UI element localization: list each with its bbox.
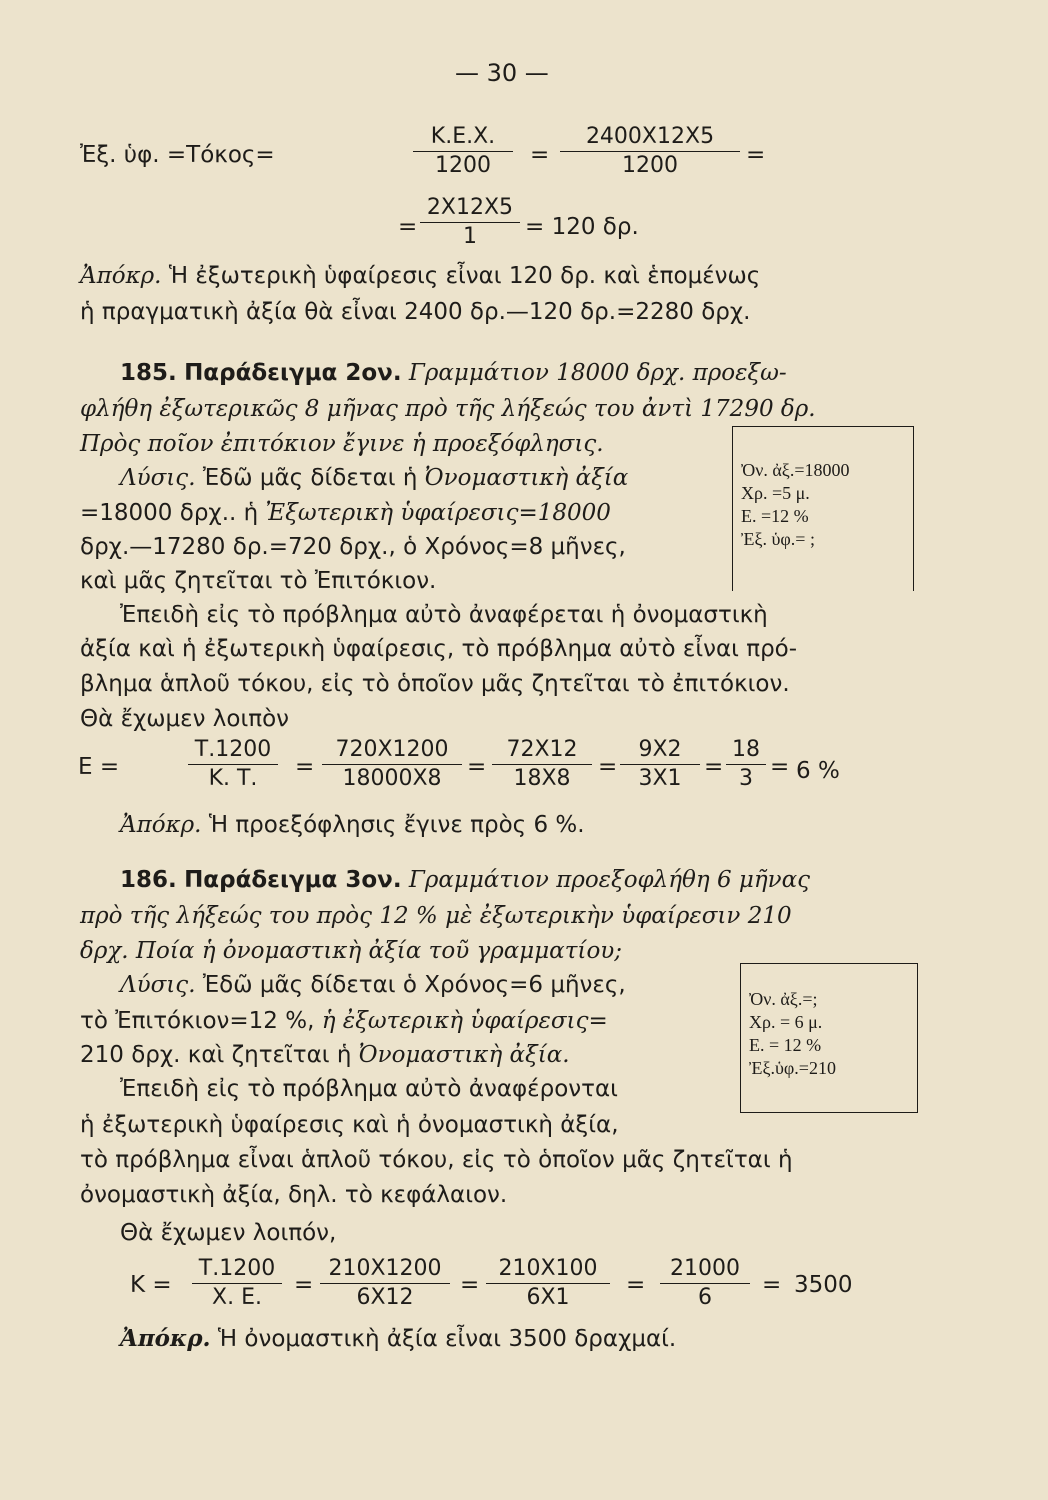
givens-box	[732, 426, 914, 591]
answer-text: Ἡ προεξόφλησις ἔγινε πρὸς 6 %.	[208, 812, 585, 838]
fraction	[192, 1256, 282, 1311]
answer-line	[120, 1324, 676, 1354]
denominator: 3	[739, 766, 753, 791]
denominator: 18Χ8	[513, 766, 571, 791]
numerator: 210Χ100	[486, 1256, 610, 1284]
equals-sign: =	[398, 214, 418, 240]
numerator: 21000	[660, 1256, 750, 1284]
denominator: 18000Χ8	[342, 766, 442, 791]
formula-result: 6 %	[796, 758, 840, 784]
denominator: 3Χ1	[638, 766, 682, 791]
answer-label: Ἀπόκρ.	[80, 263, 162, 289]
denominator: 1	[463, 224, 477, 249]
formula-lhs: Κ =	[130, 1272, 172, 1298]
solution-text: Ἐδῶ μᾶς δίδεται ἡ	[202, 465, 418, 491]
solution-label: Λύσις.	[120, 972, 196, 998]
solution-term: Ὀνομαστικὴ ἀξία	[424, 465, 629, 491]
paragraph-line: Θὰ ἔχωμεν λοιπὸν	[80, 706, 290, 732]
page-number: — 30 —	[455, 59, 549, 87]
fraction	[492, 737, 592, 792]
problem-text-3: δρχ. Ποία ἡ ὀνομαστικὴ ἀξία τοῦ γραμματίου;	[80, 938, 623, 964]
numerator: 720Χ1200	[322, 737, 462, 765]
formula-result: = 120 δρ.	[525, 214, 639, 240]
answer-line-2: ἡ πραγματικὴ ἀξία θὰ εἶναι 2400 δρ.—120 δρ.=2280 δρχ.	[80, 299, 751, 325]
fraction	[188, 737, 278, 792]
example-title: Παράδειγμα 2ον.	[184, 360, 402, 386]
answer-line	[80, 261, 760, 291]
solution-line-3	[80, 1040, 570, 1070]
example-title: Παράδειγμα 3ον.	[184, 867, 402, 893]
denominator: Κ. Τ.	[208, 766, 258, 791]
denominator: 6Χ1	[526, 1285, 570, 1310]
problem-text-2: πρὸ τῆς λήξεώς του πρὸς 12 % μὲ ἐξωτερικὴν ὑφαίρεσιν 210	[80, 903, 792, 929]
equals-sign: =	[467, 754, 487, 780]
equals-sign: =	[746, 142, 766, 168]
equals-sign: =	[294, 1272, 314, 1298]
numerator: 210Χ1200	[320, 1256, 450, 1284]
numerator: 9Χ2	[620, 737, 700, 765]
fraction	[660, 1256, 750, 1311]
formula-label: Ἐξ. ὑφ. =Τόκος=	[80, 142, 275, 168]
example-number: 186.	[120, 867, 177, 893]
numerator: Τ.1200	[192, 1256, 282, 1284]
answer-text: Ἡ ὀνομαστικὴ ἀξία εἶναι 3500 δραχμαί.	[217, 1326, 677, 1352]
paragraph-line: τὸ πρόβλημα εἶναι ἁπλοῦ τόκου, εἰς τὸ ὁποῖον μᾶς ζητεῖται ἡ	[80, 1147, 793, 1173]
denominator: 6Χ12	[356, 1285, 414, 1310]
solution-line	[120, 970, 626, 1000]
given-item: Ἐξ.ὑφ.=210	[749, 1058, 836, 1078]
solution-term: Ἐξωτερικὴ ὑφαίρεσις=18000	[265, 500, 611, 526]
problem-text: Γραμμάτιον 18000 δρχ. προεξω-	[408, 360, 787, 386]
problem-text-2: φλήθη ἐξωτερικῶς 8 μῆνας πρὸ τῆς λήξεώς του ἀντὶ 17290 δρ.	[80, 396, 816, 422]
fraction	[420, 195, 520, 250]
paragraph-line: Θὰ ἔχωμεν λοιπόν,	[120, 1220, 337, 1246]
equals-sign: =	[762, 1272, 782, 1298]
numerator: 2Χ12Χ5	[420, 195, 520, 223]
paragraph-line: Ἐπειδὴ εἰς τὸ πρόβλημα αὐτὸ ἀναφέρονται	[120, 1076, 618, 1102]
solution-line-2	[80, 498, 611, 528]
denominator: 1200	[622, 153, 678, 178]
solution-term: ἡ ἐξωτερικὴ ὑφαίρεσις=	[321, 1008, 608, 1034]
numerator: Τ.1200	[188, 737, 278, 765]
answer-label: Ἀπόκρ.	[120, 1325, 211, 1352]
fraction	[320, 1256, 450, 1311]
fraction	[322, 737, 462, 792]
given-item: Χρ. =5 μ.	[741, 483, 810, 503]
equals-sign: =	[598, 754, 618, 780]
numerator: 2400Χ12Χ5	[560, 124, 740, 152]
given-item: Ε. =12 %	[741, 506, 809, 526]
fraction	[560, 124, 740, 179]
example-185-heading	[120, 358, 787, 388]
equals-sign: =	[460, 1272, 480, 1298]
solution-line	[120, 463, 628, 493]
given-item: Ὀν. ἀξ.=18000	[741, 460, 850, 480]
solution-text: =18000 δρχ.. ἡ	[80, 500, 259, 526]
answer-text: Ἡ ἐξωτερικὴ ὑφαίρεσις εἶναι 120 δρ. καὶ ἑπομένως	[168, 263, 761, 289]
equals-sign: =	[626, 1272, 646, 1298]
fraction	[413, 124, 513, 179]
formula-result: 3500	[794, 1272, 853, 1298]
example-186-heading	[120, 865, 810, 895]
fraction	[726, 737, 766, 792]
numerator: 72Χ12	[492, 737, 592, 765]
solution-text: 210 δρχ. καὶ ζητεῖται ἡ	[80, 1042, 352, 1068]
equals-sign: =	[530, 142, 550, 168]
given-item: Χρ. = 6 μ.	[749, 1012, 823, 1032]
paragraph-line: ἡ ἐξωτερικὴ ὑφαίρεσις καὶ ἡ ὀνομαστικὴ ἀξία,	[80, 1112, 619, 1138]
denominator: Χ. Ε.	[212, 1285, 262, 1310]
formula-lhs: Ε =	[78, 754, 120, 780]
numerator: 18	[726, 737, 766, 765]
equals-sign: =	[704, 754, 724, 780]
solution-label: Λύσις.	[120, 465, 196, 491]
given-item: Ὀν. ἀξ.=;	[749, 989, 818, 1009]
given-item: Ε. = 12 %	[749, 1035, 822, 1055]
givens-box	[740, 963, 918, 1113]
paragraph-line: Ἐπειδὴ εἰς τὸ πρόβλημα αὐτὸ ἀναφέρεται ἡ ὀνομαστικὴ	[120, 602, 768, 628]
answer-label: Ἀπόκρ.	[120, 812, 202, 838]
paragraph-line: ἀξία καὶ ἡ ἐξωτερικὴ ὑφαίρεσις, τὸ πρόβλημα αὐτὸ εἶναι πρό-	[80, 636, 798, 662]
problem-text-3: Πρὸς ποῖον ἐπιτόκιον ἔγινε ἡ προεξόφλησις.	[80, 431, 604, 457]
numerator: Κ.Ε.Χ.	[413, 124, 513, 152]
denominator: 6	[698, 1285, 712, 1310]
solution-line-4: καὶ μᾶς ζητεῖται τὸ Ἐπιτόκιον.	[80, 568, 437, 594]
denominator: 1200	[435, 153, 491, 178]
equals-sign: =	[295, 754, 315, 780]
solution-text: τὸ Ἐπιτόκιον=12 %,	[80, 1008, 315, 1034]
fraction	[486, 1256, 610, 1311]
solution-term: Ὀνομαστικὴ ἀξία.	[358, 1042, 570, 1068]
fraction	[620, 737, 700, 792]
paragraph-line: βλημα ἁπλοῦ τόκου, εἰς τὸ ὁποῖον μᾶς ζητεῖται τὸ ἐπιτόκιον.	[80, 671, 790, 697]
equals-sign: =	[770, 754, 790, 780]
answer-line	[120, 810, 585, 840]
solution-text: Ἐδῶ μᾶς δίδεται ὁ Χρόνος=6 μῆνες,	[202, 972, 626, 998]
problem-text: Γραμμάτιον προεξοφλήθη 6 μῆνας	[408, 867, 811, 893]
paragraph-line: ὀνομαστικὴ ἀξία, δηλ. τὸ κεφάλαιον.	[80, 1182, 508, 1208]
given-item: Ἐξ. ὑφ.= ;	[741, 529, 815, 549]
solution-line-2	[80, 1006, 608, 1036]
solution-line-3: δρχ.—17280 δρ.=720 δρχ., ὁ Χρόνος=8 μῆνες,	[80, 534, 626, 560]
example-number: 185.	[120, 360, 177, 386]
